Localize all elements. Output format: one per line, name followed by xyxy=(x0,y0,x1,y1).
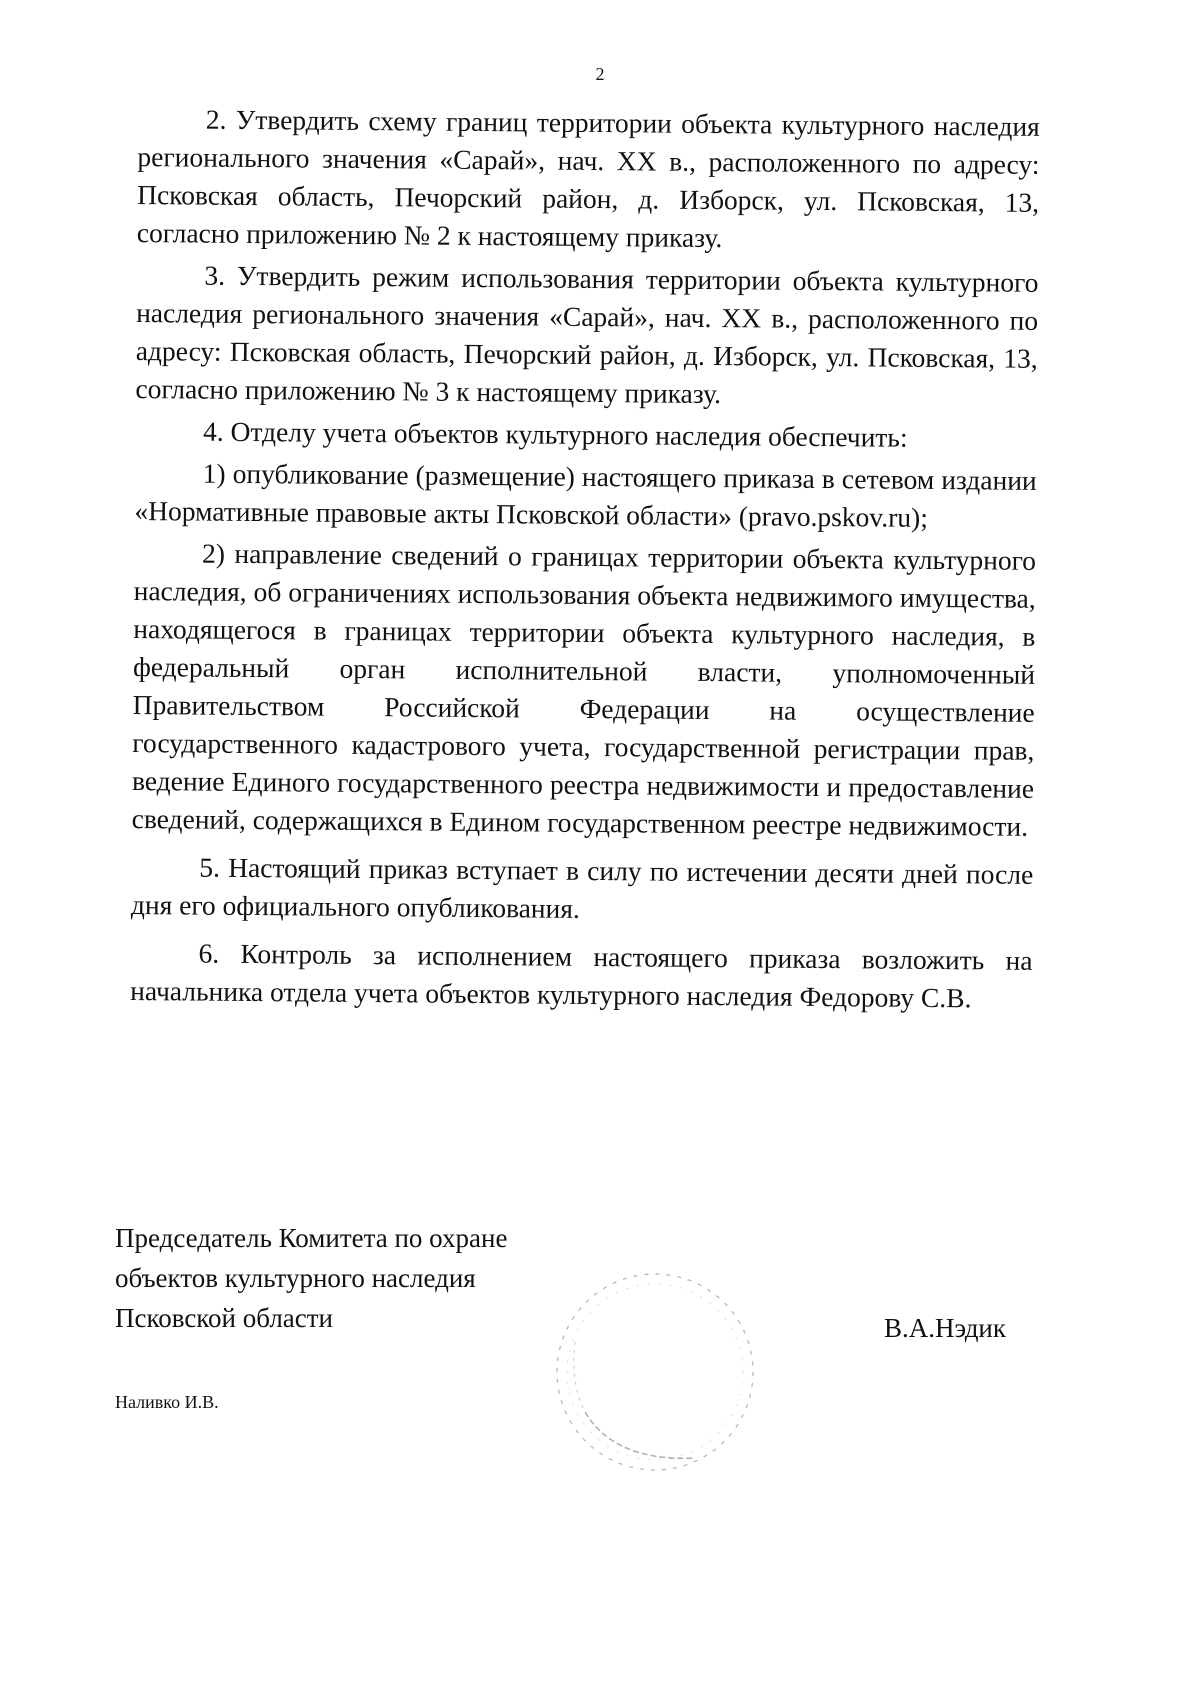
signatory-position-line: Председатель Комитета по охране xyxy=(115,1223,508,1253)
paragraph-department-duties: 4. Отделу учета объектов культурного наследия обеспечить: xyxy=(202,415,908,453)
signatory-position-line: объектов культурного наследия xyxy=(115,1263,476,1293)
paragraph-approve-boundary-scheme: 2. Утвердить схему границ территории объекта культурного наследия регионального значения «Сарай», нач. XX в., расположенного по адресу: Псковская область, Печорский район, д. Изборск, ул. Псковская, 13, согласно приложению № 2 к настоящему приказу. xyxy=(136,103,1040,254)
signatory-name: В.А.Нэдик xyxy=(884,1313,1007,1343)
paragraph-approve-usage-regime: 3. Утвердить режим использования территории объекта культурного наследия регионального значения «Сарай», нач. XX в., расположенного по адресу: Псковская область, Печорский район, д. Изборск, ул. Псковская, 13, согласно приложению № 3 к настоящему приказу. xyxy=(135,259,1039,410)
paragraph-send-information: 2) направление сведений о границах территории объекта культурного наследия, об ограничениях использования объекта недвижимого имущества, находящегося в границах территории объекта культурного наследия, в федеральный орган исполнительной власти, уполномоченный Правительством Российской Федерации на осуществление государственного кадастрового учета, государственной регистрации прав, ведение Единого государственного реестра недвижимости и предоставление сведений, содержащихся в Едином государственном реестре недвижимости. xyxy=(131,537,1037,842)
paragraph-control: 6. Контроль за исполнением настоящего приказа возложить на начальника отдела учета объектов культурного наследия Федорову С.В. xyxy=(130,937,1033,1014)
faded-stamp xyxy=(545,1262,765,1482)
executor-name: Наливко И.В. xyxy=(115,1392,219,1412)
page-number: 2 xyxy=(595,64,605,84)
order-body xyxy=(130,100,1040,1022)
paragraph-publication: 1) опубликование (размещение) настоящего приказа в сетевом издании «Нормативные правовые акты Псковской области» (pravo.pskov.ru); xyxy=(134,457,1037,533)
signatory-position-line: Псковской области xyxy=(115,1303,334,1333)
paragraph-entry-into-force: 5. Настоящий приказ вступает в силу по истечении десяти дней после дня его официального опубликования. xyxy=(130,851,1034,924)
signatory-position xyxy=(115,1218,507,1338)
